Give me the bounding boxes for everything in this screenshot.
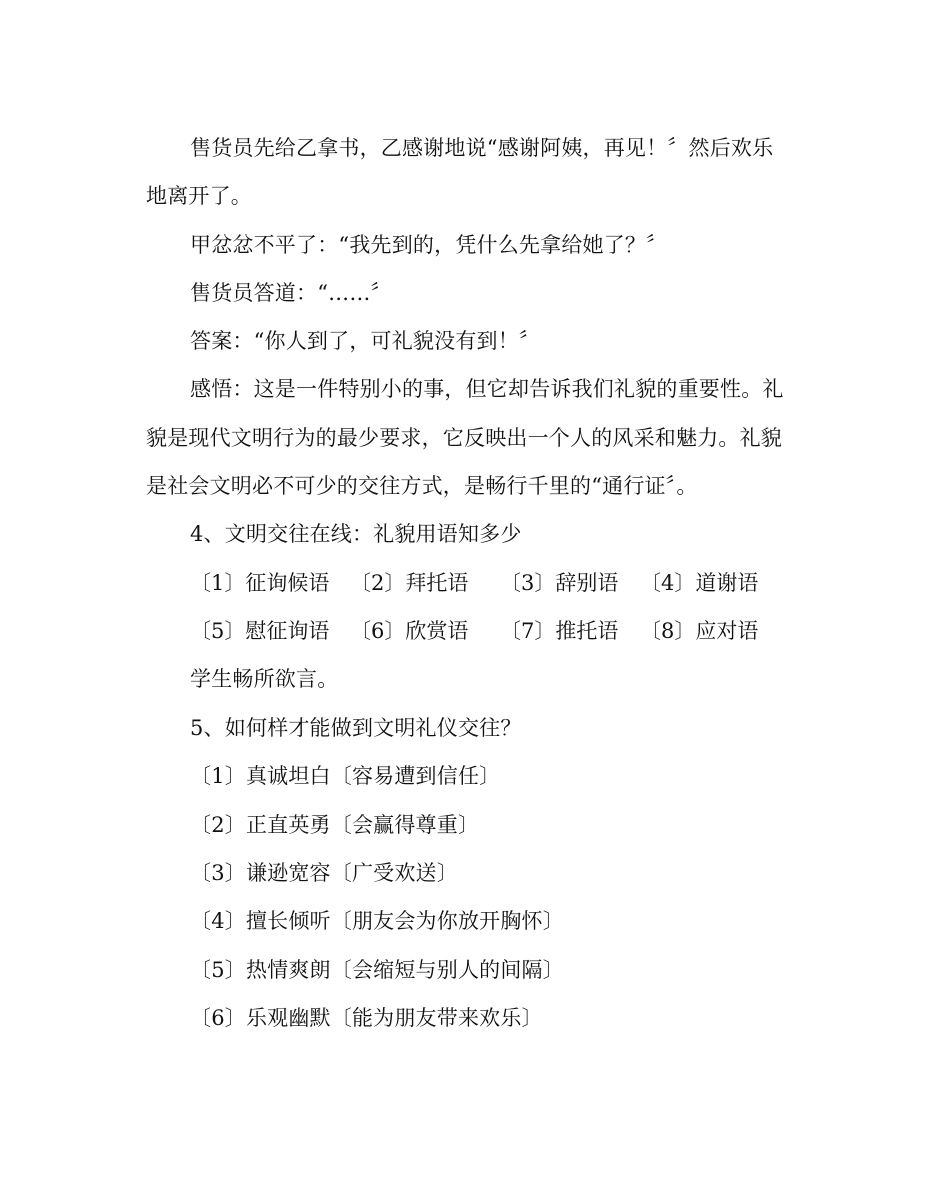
polite-phrase-item: 〔1〕征询候语 — [190, 571, 330, 595]
paragraph-5-line-2: 貌是现代文明行为的最少要求，它反映出一个人的风采和魅力。礼貌 — [146, 426, 782, 450]
paragraph-1-line-2: 地离开了。 — [146, 184, 252, 208]
section-5-heading: 5、如何样才能做到文明礼仪交往？ — [190, 716, 522, 740]
polite-phrase-item: 〔4〕道谢语 — [640, 571, 759, 595]
polite-phrase-item: 〔5〕慰征询语 — [190, 619, 330, 643]
section-5-item: 〔5〕热情爽朗〔会缩短与别人的间隔〕 — [190, 958, 564, 982]
section-5-item: 〔3〕谦逊宽容〔广受欢送〕 — [190, 861, 458, 885]
paragraph-2: 甲忿忿不平了：“我先到的，凭什么先拿给她了？〞 — [190, 233, 668, 257]
polite-phrase-item: 〔2〕拜托语 — [350, 571, 469, 595]
section-5-item: 〔1〕真诚坦白〔容易遭到信任〕 — [190, 764, 501, 788]
polite-phrase-item: 〔7〕推托语 — [500, 619, 619, 643]
section-5-item: 〔6〕乐观幽默〔能为朋友带来欢乐〕 — [190, 1006, 543, 1030]
paragraph-5-line-3: 是社会文明必不可少的交往方式，是畅行千里的“通行证〞。 — [146, 474, 698, 498]
paragraph-5-line-1: 感悟：这是一件特别小的事，但它却告诉我们礼貌的重要性。礼 — [190, 377, 784, 401]
polite-phrase-item: 〔3〕辞别语 — [500, 571, 619, 595]
polite-phrase-item: 〔8〕应对语 — [640, 619, 759, 643]
paragraph-1-line-1: 售货员先给乙拿书，乙感谢地说“感谢阿姨，再见！〞然后欢乐 — [190, 136, 774, 160]
paragraph-4: 答案：“你人到了，可礼貌没有到！〞 — [190, 329, 541, 353]
section-5-item: 〔4〕擅长倾听〔朋友会为你放开胸怀〕 — [190, 909, 564, 933]
section-4-note: 学生畅所欲言。 — [190, 667, 339, 691]
section-4-heading: 4、文明交往在线：礼貌用语知多少 — [190, 522, 522, 546]
paragraph-3: 售货员答道：“……〞 — [190, 281, 392, 305]
section-5-item: 〔2〕正直英勇〔会赢得尊重〕 — [190, 813, 480, 837]
polite-phrase-item: 〔6〕欣赏语 — [350, 619, 469, 643]
